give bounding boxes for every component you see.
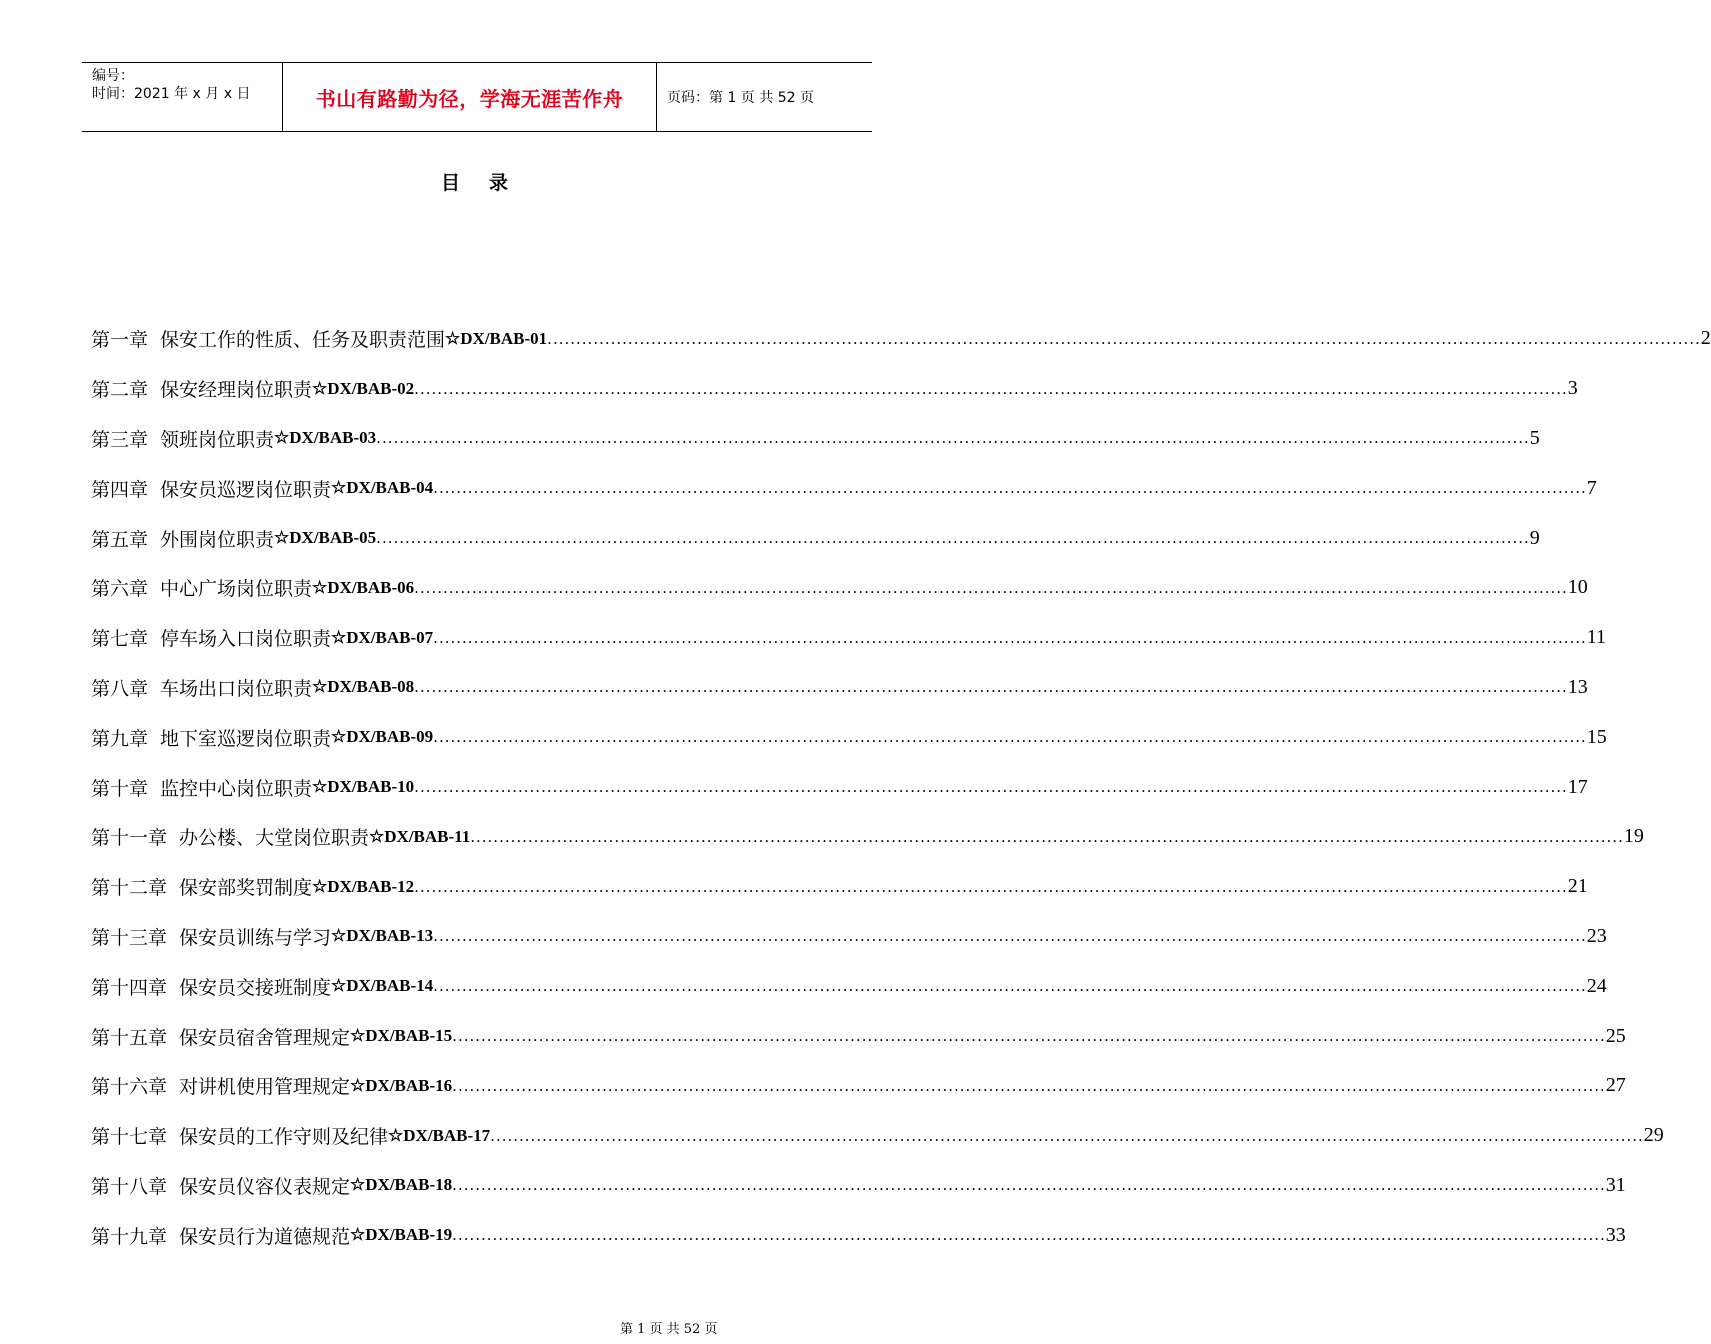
toc-leader-dots: ........................................................................................................................................................................................................ [547, 329, 1701, 348]
toc-chapter-title: 保安员的工作守则及纪律 [179, 1126, 389, 1149]
toc-chapter-number: 第一章 [91, 329, 149, 352]
toc-entry[interactable] [91, 1111, 1664, 1161]
toc-page-number: 13 [1567, 675, 1588, 698]
page-title [0, 168, 950, 195]
toc-entry[interactable] [91, 912, 1607, 962]
toc-chapter-title: 中心广场岗位职责 [160, 578, 313, 601]
toc-entry[interactable] [91, 862, 1588, 912]
toc-leader-dots: ........................................................................................................................................................................................................ [414, 678, 1568, 697]
toc-chapter-title: 保安员巡逻岗位职责 [160, 478, 332, 501]
number-label: 编号： [92, 68, 134, 84]
title-char-1: 目 [440, 172, 461, 194]
toc-chapter-title: 车场出口岗位职责 [160, 677, 313, 700]
toc-chapter-title: 保安工作的性质、任务及职责范围 [160, 329, 446, 352]
toc-chapter-title: 保安经理岗位职责 [160, 379, 313, 402]
toc-leader-dots: ........................................................................................................................................................................................................ [376, 529, 1530, 548]
toc-leader-dots: ........................................................................................................................................................................................................ [414, 379, 1568, 398]
toc-entry[interactable] [91, 762, 1588, 812]
toc-page-number: 10 [1567, 576, 1588, 599]
toc-chapter-number: 第十二章 [91, 877, 168, 900]
toc-chapter-title: 外围岗位职责 [160, 528, 275, 551]
toc-page-number: 5 [1529, 426, 1540, 449]
toc-chapter-number: 第九章 [91, 727, 149, 750]
toc-page-number: 9 [1529, 526, 1540, 549]
toc-page-number: 21 [1567, 875, 1588, 898]
toc-leader-dots: ........................................................................................................................................................................................................ [376, 429, 1530, 448]
toc-leader-dots: ........................................................................................................................................................................................................ [414, 778, 1568, 797]
toc-doc-code: ☆DX/BAB-11 [369, 826, 471, 846]
toc-page-number: 2 [1700, 327, 1711, 350]
toc-page-number: 33 [1605, 1223, 1626, 1246]
toc-leader-dots: ........................................................................................................................................................................................................ [433, 628, 1587, 647]
page-header [82, 62, 872, 132]
toc-chapter-number: 第六章 [91, 578, 149, 601]
toc-chapter-title: 地下室巡逻岗位职责 [160, 727, 332, 750]
toc-leader-dots: ........................................................................................................................................................................................................ [433, 977, 1587, 996]
toc-chapter-number: 第十一章 [91, 827, 168, 850]
toc-leader-dots: ........................................................................................................................................................................................................ [414, 877, 1568, 896]
toc-chapter-title: 停车场入口岗位职责 [160, 628, 332, 651]
toc-doc-code: ☆DX/BAB-19 [350, 1225, 453, 1245]
toc-entry[interactable] [91, 812, 1644, 862]
toc-entry[interactable] [91, 364, 1578, 414]
toc-chapter-number: 第四章 [91, 478, 149, 501]
toc-chapter-number: 第五章 [91, 528, 149, 551]
toc-doc-code: ☆DX/BAB-03 [274, 428, 377, 448]
toc-entry[interactable] [91, 961, 1607, 1011]
toc-chapter-number: 第十八章 [91, 1175, 168, 1198]
toc-chapter-number: 第三章 [91, 428, 149, 451]
toc-page-number: 15 [1586, 725, 1607, 748]
toc-leader-dots: ........................................................................................................................................................................................................ [414, 578, 1568, 597]
toc-leader-dots: ........................................................................................................................................................................................................ [433, 927, 1587, 946]
toc-chapter-number: 第二章 [91, 379, 149, 402]
toc-chapter-title: 保安员仪容仪表规定 [179, 1175, 351, 1198]
toc-entry[interactable] [91, 414, 1540, 464]
toc-chapter-number: 第十七章 [91, 1126, 168, 1149]
toc-doc-code: ☆DX/BAB-10 [312, 777, 415, 797]
toc-leader-dots: ........................................................................................................................................................................................................ [452, 1027, 1606, 1046]
toc-chapter-title: 保安员行为道德规范 [179, 1225, 351, 1248]
toc-page-number: 27 [1605, 1074, 1626, 1097]
toc-chapter-number: 第十章 [91, 777, 149, 800]
toc-chapter-number: 第十六章 [91, 1076, 168, 1099]
table-of-contents [91, 314, 1711, 1260]
toc-doc-code: ☆DX/BAB-05 [274, 528, 377, 548]
toc-doc-code: ☆DX/BAB-13 [331, 926, 434, 946]
toc-leader-dots: ........................................................................................................................................................................................................ [433, 479, 1587, 498]
toc-entry[interactable] [91, 1011, 1626, 1061]
toc-doc-code: ☆DX/BAB-14 [331, 976, 434, 996]
title-char-2: 录 [489, 172, 510, 194]
toc-entry[interactable] [91, 513, 1540, 563]
toc-leader-dots: ........................................................................................................................................................................................................ [452, 1176, 1606, 1195]
toc-entry[interactable] [91, 1061, 1626, 1111]
toc-page-number: 23 [1586, 924, 1607, 947]
toc-entry[interactable] [91, 314, 1711, 364]
toc-chapter-title: 监控中心岗位职责 [160, 777, 313, 800]
toc-entry[interactable] [91, 712, 1607, 762]
toc-entry[interactable] [91, 613, 1607, 663]
toc-entry[interactable] [91, 1161, 1626, 1211]
toc-chapter-title: 保安员训练与学习 [179, 926, 332, 949]
toc-page-number: 29 [1643, 1124, 1664, 1147]
toc-chapter-title: 保安员交接班制度 [179, 976, 332, 999]
toc-doc-code: ☆DX/BAB-01 [445, 328, 548, 348]
toc-page-number: 19 [1623, 825, 1644, 848]
toc-chapter-number: 第十三章 [91, 926, 168, 949]
toc-doc-code: ☆DX/BAB-09 [331, 727, 434, 747]
toc-page-number: 31 [1605, 1173, 1626, 1196]
toc-entry[interactable] [91, 1210, 1626, 1260]
toc-leader-dots: ........................................................................................................................................................................................................ [490, 1126, 1644, 1145]
toc-page-number: 17 [1567, 775, 1588, 798]
toc-chapter-title: 对讲机使用管理规定 [179, 1076, 351, 1099]
toc-entry[interactable] [91, 463, 1597, 513]
toc-leader-dots: ........................................................................................................................................................................................................ [470, 827, 1624, 846]
toc-page-number: 25 [1605, 1024, 1626, 1047]
toc-doc-code: ☆DX/BAB-17 [388, 1125, 491, 1145]
toc-chapter-title: 保安部奖罚制度 [179, 877, 313, 900]
toc-chapter-number: 第八章 [91, 677, 149, 700]
page-footer: 第 1 页 共 52 页 [620, 1322, 718, 1337]
toc-doc-code: ☆DX/BAB-12 [312, 876, 415, 896]
toc-leader-dots: ........................................................................................................................................................................................................ [452, 1226, 1606, 1245]
header-meta [82, 63, 283, 131]
toc-leader-dots: ........................................................................................................................................................................................................ [433, 728, 1587, 747]
toc-page-number: 24 [1586, 974, 1607, 997]
toc-doc-code: ☆DX/BAB-02 [312, 378, 415, 398]
toc-entry[interactable] [91, 663, 1588, 713]
toc-chapter-title: 保安员宿舍管理规定 [179, 1026, 351, 1049]
toc-chapter-number: 第七章 [91, 628, 149, 651]
toc-doc-code: ☆DX/BAB-18 [350, 1175, 453, 1195]
toc-doc-code: ☆DX/BAB-08 [312, 677, 415, 697]
toc-page-number: 3 [1567, 377, 1578, 400]
toc-page-number: 7 [1586, 476, 1597, 499]
toc-doc-code: ☆DX/BAB-07 [331, 627, 434, 647]
toc-doc-code: ☆DX/BAB-04 [331, 478, 434, 498]
header-motto: 书山有路勤为径，学海无涯苦作舟 [283, 63, 657, 131]
toc-chapter-title: 办公楼、大堂岗位职责 [179, 827, 370, 850]
toc-chapter-number: 第十九章 [91, 1225, 168, 1248]
toc-doc-code: ☆DX/BAB-06 [312, 577, 415, 597]
toc-chapter-title: 领班岗位职责 [160, 428, 275, 451]
toc-leader-dots: ........................................................................................................................................................................................................ [452, 1076, 1606, 1095]
header-page-info: 页码：第 1 页 共 52 页 [667, 90, 814, 106]
toc-page-number: 11 [1586, 626, 1607, 649]
toc-doc-code: ☆DX/BAB-16 [350, 1075, 453, 1095]
time-label: 时间：2021 年 x 月 x 日 [92, 86, 251, 102]
toc-entry[interactable] [91, 563, 1588, 613]
toc-doc-code: ☆DX/BAB-15 [350, 1026, 453, 1046]
toc-chapter-number: 第十五章 [91, 1026, 168, 1049]
toc-chapter-number: 第十四章 [91, 976, 168, 999]
